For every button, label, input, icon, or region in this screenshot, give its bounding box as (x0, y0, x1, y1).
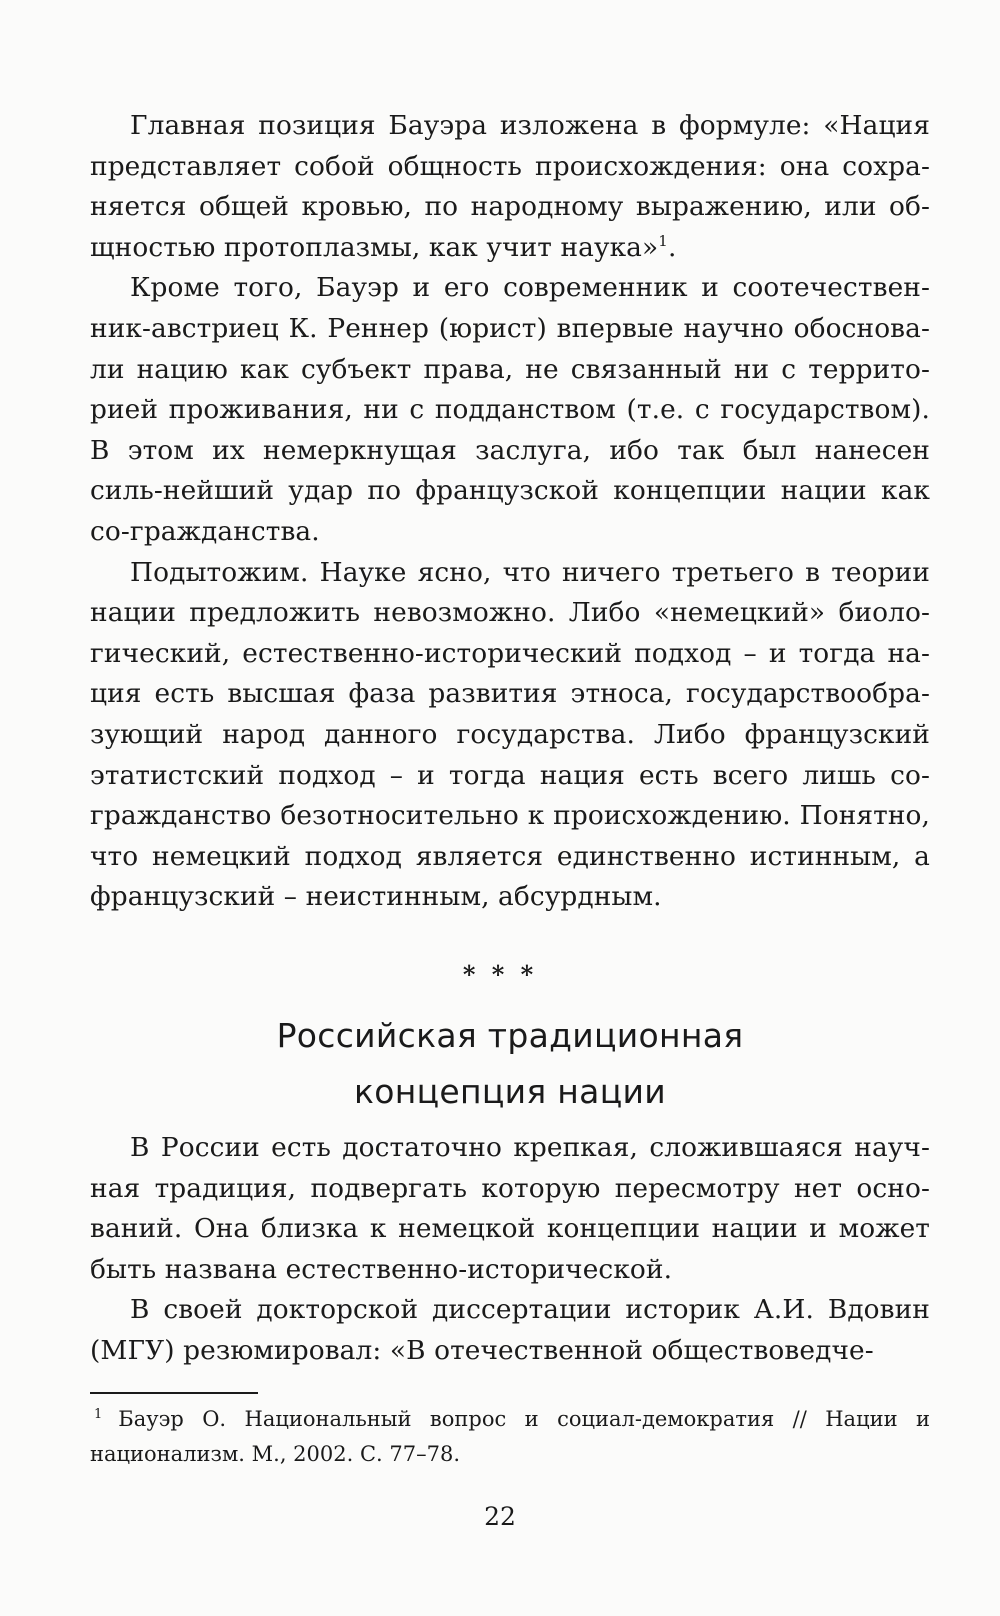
footnote (90, 1402, 930, 1472)
text-line: Подытожим. Науке ясно, что ничего третьего в теории (130, 556, 930, 588)
text-line: гражданство безотносительно к происхождению. Понятно, (90, 800, 930, 832)
text-line: зующий народ данного государства. Либо французский (90, 718, 930, 750)
text-line: нации предложить невозможно. Либо «немецкий» биоло- (90, 597, 930, 629)
text-line: няется общей кровью, по народному выражению, или об- (90, 191, 930, 223)
paragraph-summary (90, 553, 930, 918)
section-title-line: Российская традиционная (276, 1016, 744, 1055)
paragraph-vdovin (90, 1290, 930, 1371)
paragraph-russian-tradition (90, 1128, 930, 1290)
main-text (90, 106, 930, 918)
text-line: ная традиция, подвергать которую пересмотру нет осно- (90, 1172, 930, 1204)
text-line: рией проживания, ни с подданством (т.е. с государством). (90, 394, 930, 426)
text-line: быть названа естественно-исторической. (90, 1253, 673, 1285)
text-line: В своей докторской диссертации историк А.И. Вдовин (130, 1294, 930, 1326)
page-number: 22 (484, 1502, 516, 1531)
text-line: представляет собой общность происхождения: она сохра- (90, 150, 930, 182)
text-line: В этом их немеркнущая заслуга, ибо так был нанесен силь- (90, 434, 930, 507)
text-line: ли нацию как субъект права, не связанный ни с террито- (90, 353, 930, 385)
section-title (160, 1008, 860, 1120)
section-separator: * * * (462, 960, 538, 989)
section-title-line: концепция нации (354, 1072, 666, 1111)
text-line: этатистский подход – и тогда нация есть всего лишь со- (90, 759, 930, 791)
paragraph-renner (90, 268, 930, 552)
footnote-divider (90, 1392, 258, 1394)
text-line: гражданства. (129, 515, 320, 547)
text-line: нейший удар по французской концепции нации как со- (90, 475, 930, 547)
text-line: гический, естественно-исторический подход – и тогда на- (90, 637, 930, 669)
text-line: французский – неистинным, абсурдным. (90, 881, 662, 913)
text-line: Главная позиция Бауэра изложена в формуле: «Нация (130, 110, 930, 141)
text-line: (МГУ) резюмировал: «В отечественной обществоведче- (90, 1334, 874, 1366)
footnote-mark: 1 (94, 1407, 103, 1422)
text-line: ция есть высшая фаза развития этноса, государствообра- (90, 678, 930, 710)
text-line: щностью протоплазмы, как учит наука» (90, 231, 659, 263)
text-line: ник-австриец К. Реннер (юрист) впервые научно обоснова- (90, 312, 930, 344)
text-line: В России есть достаточно крепкая, сложившаяся науч- (130, 1132, 930, 1163)
section-text (90, 1128, 930, 1372)
footnote-text: национализм. М., 2002. С. 77–78. (90, 1442, 461, 1466)
paragraph-bauer-formula (90, 106, 930, 268)
text-line: . (667, 231, 677, 263)
footnote-text: Бауэр О. Национальный вопрос и социал-демократия // Нации и (118, 1407, 930, 1431)
footnote-reference: 1 (658, 231, 668, 250)
text-line: что немецкий подход является единственно истинным, а (90, 840, 930, 872)
text-line: ваний. Она близка к немецкой концепции нации и может (90, 1213, 930, 1245)
text-line: Кроме того, Бауэр и его современник и соотечествен- (130, 272, 930, 304)
